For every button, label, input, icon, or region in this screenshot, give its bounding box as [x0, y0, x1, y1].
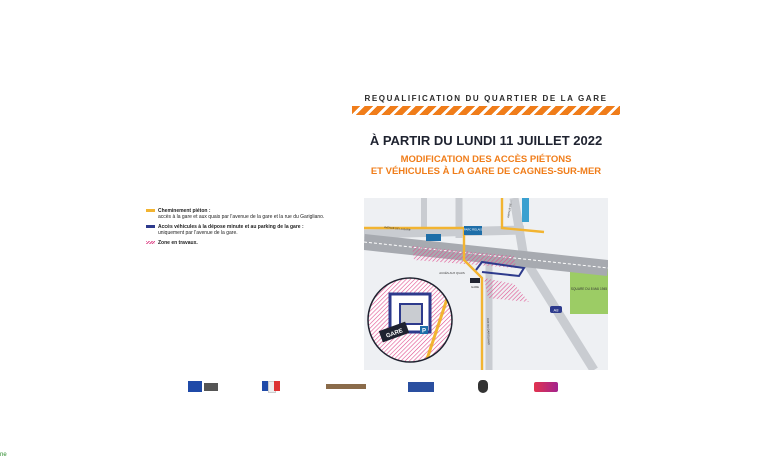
a8-label: A8 [553, 307, 559, 313]
legend-swatch-works [146, 241, 155, 244]
date-title: À PARTIR DU LUNDI 11 JUILLET 2022 [369, 133, 603, 148]
legend-item-works [146, 240, 356, 246]
legend-title: Cheminement piéton : [158, 208, 211, 214]
gare-big-label: GARE [385, 328, 404, 340]
logo-sncf [534, 380, 558, 394]
legend-title: Zone en travaux. [158, 240, 198, 246]
station-map [364, 198, 608, 370]
acces-quais-label: ACCÈS AUX QUAIS [439, 271, 465, 275]
legend-item-vehicle [146, 224, 356, 236]
badge-dark [426, 234, 441, 241]
badge-parc-relais-label: PARC RELAIS [463, 227, 483, 232]
subtitle-line-1: MODIFICATION DES ACCÈS PIÉTONS [400, 154, 572, 165]
partner-logos [186, 380, 576, 396]
logo-departement [326, 380, 366, 394]
legend-text: accès à la gare et aux quais par l'avenue de la gare et la rue du Garigliano. [158, 214, 325, 220]
logo-cagnes [476, 380, 490, 394]
legend-item-pedestrian [146, 208, 356, 220]
legend-swatch-vehicle [146, 225, 155, 228]
subtitle-line-2: ET VÉHICULES À LA GARE DE CAGNES-SUR-MER [370, 166, 602, 177]
logo-republique-francaise [262, 380, 286, 394]
square-label: SQUARE DU 8 MAI 1945 [570, 287, 608, 291]
legend [146, 208, 356, 250]
road-label-avenue: AVENUE DE LA GARE [383, 226, 411, 232]
legend-title: Accès véhicules à la dépose minute et au parking de la gare : [158, 224, 304, 230]
canal [522, 198, 529, 222]
logo-metropole [408, 380, 434, 394]
gare-small-label: GARE [471, 285, 479, 289]
legend-text: uniquement par l'avenue de la gare. [158, 230, 238, 236]
footer-text: ne [0, 452, 7, 458]
legend-swatch-pedestrian [146, 209, 155, 212]
road-label-lower: RUE DU GARIGLIANO [486, 317, 490, 345]
parking-label: P [421, 328, 427, 335]
gare-small-marker [470, 278, 480, 283]
hazard-stripe [352, 106, 620, 115]
subtitle [352, 154, 620, 178]
road-label-upper: AVENUE DE ... [507, 200, 514, 219]
kicker-title: REQUALIFICATION DU QUARTIER DE LA GARE [364, 94, 608, 103]
logo-eu [186, 380, 220, 394]
